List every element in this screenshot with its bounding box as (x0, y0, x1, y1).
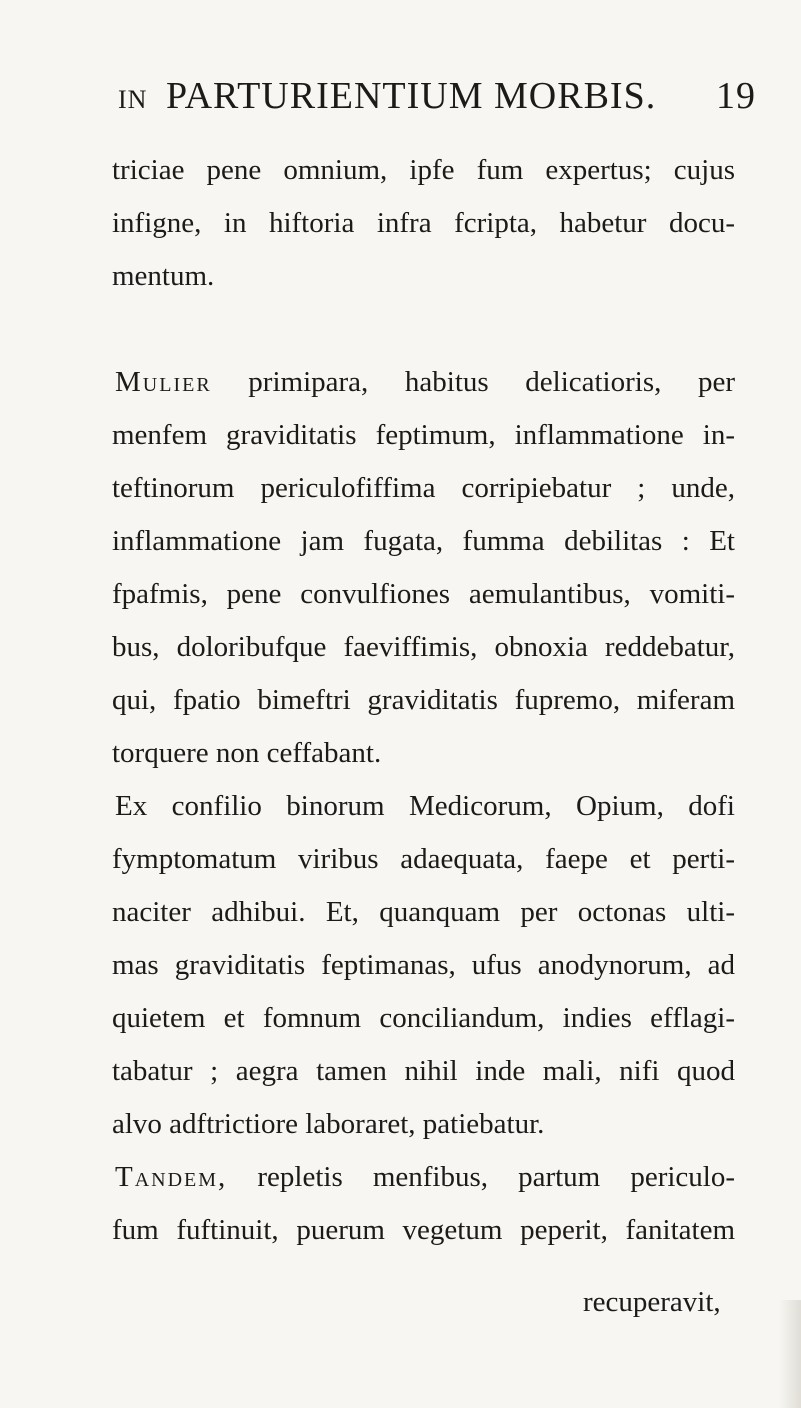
text-line: tabatur ; aegra tamen nihil inde mali, nifi quod (112, 1055, 735, 1087)
text-line: naciter adhibui. Et, quanquam per octonas ulti- (112, 896, 735, 928)
text-line: menfem graviditatis feptimum, inflammatione in- (112, 419, 735, 451)
text-line: fum fuftinuit, puerum vegetum peperit, fanitatem (112, 1214, 735, 1246)
text-line: quietem et fomnum conciliandum, indies efflagi- (112, 1002, 735, 1034)
text-line: bus, doloribufque faeviffimis, obnoxia reddebatur, (112, 631, 735, 663)
running-head-title: PARTURIENTIUM MORBIS. (165, 75, 657, 117)
opening-word: Mulier (115, 366, 212, 398)
text-line: infigne, in hiftoria infra fcripta, habetur docu- (112, 207, 735, 239)
text-line: mentum. (112, 260, 215, 292)
catchword: recuperavit, (583, 1286, 721, 1318)
text-line: Ex confilio binorum Medicorum, Opium, dofi (115, 790, 735, 822)
line-remainder: primipara, habitus delicatioris, per (248, 366, 736, 398)
running-head (118, 74, 758, 124)
text-line: torquere non ceffabant. (112, 737, 382, 769)
line-remainder: repletis menfibus, partum periculo- (257, 1161, 735, 1193)
paragraph-first-line (115, 1159, 735, 1195)
text-line: inflammatione jam fugata, fumma debilitas : Et (112, 525, 735, 557)
text-line: mas graviditatis feptimanas, ufus anodynorum, ad (112, 949, 735, 981)
page-edge-shadow (779, 1300, 801, 1408)
paragraph-first-line (115, 364, 735, 400)
text-line: qui, fpatio bimeftri graviditatis fupremo, miferam (112, 684, 735, 716)
text-line: teftinorum periculofiffima corripiebatur ; unde, (112, 472, 735, 504)
text-line: alvo adftrictiore laboraret, patiebatur. (112, 1108, 545, 1140)
text-line: fymptomatum viribus adaequata, faepe et perti- (112, 843, 735, 875)
page-number: 19 (716, 75, 756, 117)
opening-word: Tandem, (115, 1161, 228, 1193)
running-head-prefix: IN (118, 85, 148, 114)
text-line: triciae pene omnium, ipfe fum expertus; cujus (112, 154, 735, 186)
text-line: fpafmis, pene convulfiones aemulantibus, vomiti- (112, 578, 735, 610)
